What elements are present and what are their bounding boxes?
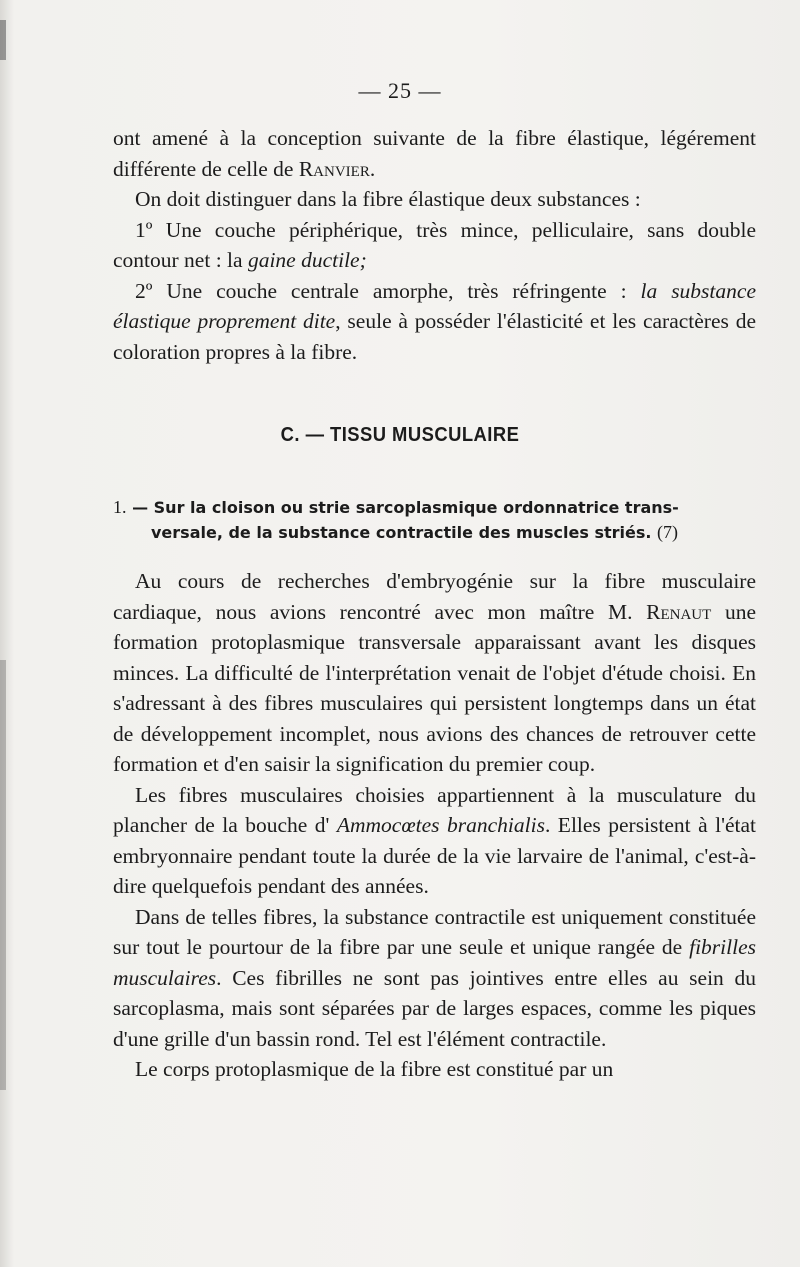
section-heading: C. — TISSU MUSCULAIRE	[280, 424, 520, 446]
paragraph: Les fibres musculaires choisies appartiennent à la musculature du plancher de la bouche d' Ammocœtes branchialis. Elles persistent à l'état embryonnaire pendant toute la durée de la vie larvaire de l'animal, c'est-à-dire quelquefois pendant des années.	[113, 782, 757, 898]
page-number: — 25 —	[358, 78, 442, 103]
binding-edge-mark	[0, 660, 6, 1090]
text-block-main	[113, 566, 756, 1085]
paragraph: On doit distinguer dans la fibre élastique deux substances :	[135, 187, 641, 211]
subsection-heading: 1. — Sur la cloison ou strie sarcoplasmique ordonnatrice trans- versale, de la substance contractile des muscles striés. (7)	[113, 497, 679, 542]
paragraph: Dans de telles fibres, la substance contractile est uniquement constituée sur tout le pourtour de la fibre par une seule et unique rangée de fibrilles musculaires. Ces fibrilles ne sont pas jointives entre elles au sein du sarcoplasma, mais sont séparées par de larges espaces, comme les piques d'une grille d'un bassin rond. Tel est l'élément contractile.	[113, 904, 756, 1051]
paragraph: Le corps protoplasmique de la fibre est constitué par un	[135, 1057, 614, 1081]
binding-edge-mark	[0, 20, 6, 60]
paragraph: ont amené à la conception suivante de la fibre élastique, légérement différente de celle de Ranvier.	[113, 126, 756, 181]
paragraph: Au cours de recherches d'embryogénie sur la fibre musculaire cardiaque, nous avions rencontré avec mon maître M. Renaut une formation protoplasmique transversale apparaissant avant les disques minces. La difficulté de l'interprétation venait de l'objet d'étude choisi. En s'adressant à des fibres musculaires qui persistent longtemps dans un état de développement incomplet, nous avions des chances de retrouver cette formation et d'en saisir la signification du premier coup.	[113, 569, 756, 776]
text-block-top	[113, 123, 756, 367]
paragraph: 2º Une couche centrale amorphe, très réfringente : la substance élastique proprement dite, seule à posséder l'élasticité et les caractères de coloration propres à la fibre.	[113, 278, 756, 364]
paragraph: 1º Une couche périphérique, très mince, pelliculaire, sans double contour net : la gaine ductile;	[113, 217, 756, 272]
